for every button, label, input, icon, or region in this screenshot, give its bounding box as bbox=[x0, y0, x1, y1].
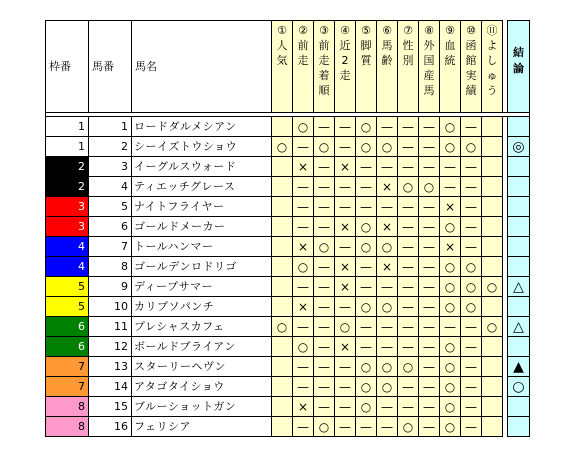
factor-4-mark: — bbox=[335, 417, 356, 437]
factor-5-mark: — bbox=[356, 317, 377, 337]
factor-6-mark: ○ bbox=[377, 237, 398, 257]
factor-3-mark: — bbox=[314, 257, 335, 277]
header-factor-number: ③ bbox=[319, 24, 329, 37]
factor-9-mark: — bbox=[440, 177, 461, 197]
factor-5-mark: — bbox=[356, 177, 377, 197]
umaban-cell: 14 bbox=[89, 377, 132, 397]
factor-6-mark: × bbox=[377, 257, 398, 277]
factor-2-mark: — bbox=[293, 197, 314, 217]
factor-11-mark: ○ bbox=[482, 277, 503, 297]
umaban-cell: 7 bbox=[89, 237, 132, 257]
factor-11-mark bbox=[482, 197, 503, 217]
factor-9-mark: ○ bbox=[440, 337, 461, 357]
factor-2-mark: — bbox=[293, 177, 314, 197]
factor-8-mark: — bbox=[419, 417, 440, 437]
factor-5-mark: — bbox=[356, 417, 377, 437]
horse-name-cell: ゴールデンロドリゴ bbox=[132, 257, 272, 277]
factor-3-mark: — bbox=[314, 337, 335, 357]
factor-11-mark bbox=[482, 177, 503, 197]
factor-8-mark: — bbox=[419, 257, 440, 277]
waku-cell: 2 bbox=[46, 157, 89, 177]
horse-name-cell: ナイトフライヤー bbox=[132, 197, 272, 217]
factor-11-mark bbox=[482, 297, 503, 317]
factor-1-mark: ○ bbox=[272, 317, 293, 337]
factor-2-mark: × bbox=[293, 397, 314, 417]
factor-10-mark: — bbox=[461, 357, 482, 377]
waku-cell: 5 bbox=[46, 277, 89, 297]
umaban-cell: 1 bbox=[89, 117, 132, 137]
factor-3-mark: ○ bbox=[314, 417, 335, 437]
waku-cell: 4 bbox=[46, 257, 89, 277]
factor-10-mark: — bbox=[461, 117, 482, 137]
factor-6-mark: ○ bbox=[377, 297, 398, 317]
factor-5-mark: ○ bbox=[356, 237, 377, 257]
factor-3-mark: — bbox=[314, 277, 335, 297]
factor-2-mark: — bbox=[293, 317, 314, 337]
factor-9-mark: × bbox=[440, 237, 461, 257]
header-factor-4 bbox=[335, 21, 356, 113]
header-factor-label: 人 気 bbox=[276, 39, 288, 67]
factor-11-mark bbox=[482, 157, 503, 177]
factor-4-mark: × bbox=[335, 257, 356, 277]
table-row bbox=[46, 257, 530, 277]
factor-6-mark: — bbox=[377, 157, 398, 177]
factor-1-mark bbox=[272, 117, 293, 137]
horse-name-cell: ディープサマー bbox=[132, 277, 272, 297]
factor-8-mark: — bbox=[419, 277, 440, 297]
factor-10-mark: ○ bbox=[461, 297, 482, 317]
factor-10-mark: — bbox=[461, 397, 482, 417]
result-mark bbox=[508, 157, 530, 177]
waku-cell: 3 bbox=[46, 217, 89, 237]
factor-7-mark: — bbox=[398, 257, 419, 277]
factor-1-mark bbox=[272, 397, 293, 417]
factor-4-mark: × bbox=[335, 157, 356, 177]
header-factor-number: ⑨ bbox=[445, 24, 455, 37]
waku-cell: 5 bbox=[46, 297, 89, 317]
table-row bbox=[46, 377, 530, 397]
waku-cell: 8 bbox=[46, 397, 89, 417]
horse-name-cell: スターリーヘヴン bbox=[132, 357, 272, 377]
factor-1-mark bbox=[272, 197, 293, 217]
factor-6-mark: — bbox=[377, 397, 398, 417]
header-factor-number: ② bbox=[298, 24, 308, 37]
factor-3-mark: — bbox=[314, 197, 335, 217]
waku-cell: 2 bbox=[46, 177, 89, 197]
waku-cell: 1 bbox=[46, 117, 89, 137]
factor-9-mark: ○ bbox=[440, 377, 461, 397]
factor-5-mark: — bbox=[356, 157, 377, 177]
header-factor-number: ⑧ bbox=[424, 24, 434, 37]
header-factor-label: 脚 質 bbox=[360, 39, 372, 67]
factor-3-mark: — bbox=[314, 397, 335, 417]
factor-9-mark: — bbox=[440, 317, 461, 337]
factor-5-mark: — bbox=[356, 257, 377, 277]
header-factor-8 bbox=[419, 21, 440, 113]
factor-8-mark: — bbox=[419, 357, 440, 377]
table-row bbox=[46, 197, 530, 217]
waku-cell: 6 bbox=[46, 317, 89, 337]
factor-4-mark: — bbox=[335, 357, 356, 377]
factor-11-mark bbox=[482, 137, 503, 157]
horse-name-cell: ボールドブライアン bbox=[132, 337, 272, 357]
horse-name-cell: ロードダルメシアン bbox=[132, 117, 272, 137]
result-mark: ▲ bbox=[508, 357, 530, 377]
factor-5-mark: ○ bbox=[356, 357, 377, 377]
factor-2-mark: × bbox=[293, 297, 314, 317]
factor-2-mark: ○ bbox=[293, 117, 314, 137]
waku-cell: 6 bbox=[46, 337, 89, 357]
factor-11-mark bbox=[482, 357, 503, 377]
header-factor-9 bbox=[440, 21, 461, 113]
factor-6-mark: — bbox=[377, 117, 398, 137]
factor-8-mark: — bbox=[419, 397, 440, 417]
header-factor-6 bbox=[377, 21, 398, 113]
horse-name-cell: ゴールドメーカー bbox=[132, 217, 272, 237]
factor-6-mark: ○ bbox=[377, 357, 398, 377]
waku-cell: 3 bbox=[46, 197, 89, 217]
header-factor-label: 馬 齢 bbox=[381, 39, 393, 67]
factor-11-mark bbox=[482, 337, 503, 357]
factor-3-mark: ○ bbox=[314, 237, 335, 257]
header-factor-2 bbox=[293, 21, 314, 113]
factor-3-mark: — bbox=[314, 157, 335, 177]
horse-name-cell: アタゴタイショウ bbox=[132, 377, 272, 397]
factor-5-mark: — bbox=[356, 277, 377, 297]
factor-11-mark bbox=[482, 377, 503, 397]
factor-4-mark: — bbox=[335, 137, 356, 157]
factor-1-mark bbox=[272, 237, 293, 257]
umaban-cell: 13 bbox=[89, 357, 132, 377]
factor-2-mark: — bbox=[293, 377, 314, 397]
factor-10-mark: — bbox=[461, 337, 482, 357]
factor-4-mark: — bbox=[335, 117, 356, 137]
header-factor-7 bbox=[398, 21, 419, 113]
factor-2-mark: — bbox=[293, 217, 314, 237]
umaban-cell: 5 bbox=[89, 197, 132, 217]
factor-5-mark: ○ bbox=[356, 297, 377, 317]
factor-2-mark: ○ bbox=[293, 257, 314, 277]
factor-7-mark: — bbox=[398, 117, 419, 137]
factor-1-mark bbox=[272, 217, 293, 237]
factor-2-mark: — bbox=[293, 277, 314, 297]
result-mark: ◎ bbox=[508, 137, 530, 157]
table-row bbox=[46, 177, 530, 197]
factor-1-mark bbox=[272, 177, 293, 197]
header-factor-5 bbox=[356, 21, 377, 113]
umaban-cell: 15 bbox=[89, 397, 132, 417]
factor-3-mark: — bbox=[314, 377, 335, 397]
horse-name-cell: フェリシア bbox=[132, 417, 272, 437]
factor-1-mark bbox=[272, 337, 293, 357]
result-mark bbox=[508, 337, 530, 357]
factor-7-mark: — bbox=[398, 157, 419, 177]
factor-9-mark: ○ bbox=[440, 137, 461, 157]
factor-2-mark: — bbox=[293, 417, 314, 437]
factor-8-mark: — bbox=[419, 297, 440, 317]
factor-7-mark: ○ bbox=[398, 417, 419, 437]
table-row bbox=[46, 297, 530, 317]
header-waku: 枠番 bbox=[46, 21, 89, 113]
factor-4-mark: — bbox=[335, 177, 356, 197]
factor-9-mark: ○ bbox=[440, 277, 461, 297]
factor-9-mark: ○ bbox=[440, 217, 461, 237]
factor-11-mark bbox=[482, 237, 503, 257]
factor-10-mark: — bbox=[461, 157, 482, 177]
table-row bbox=[46, 237, 530, 257]
horse-name-cell: トールハンマー bbox=[132, 237, 272, 257]
table-row bbox=[46, 277, 530, 297]
factor-7-mark: — bbox=[398, 237, 419, 257]
factor-9-mark: ○ bbox=[440, 257, 461, 277]
header-factor-1 bbox=[272, 21, 293, 113]
factor-7-mark: — bbox=[398, 297, 419, 317]
factor-8-mark: — bbox=[419, 157, 440, 177]
factor-3-mark: ○ bbox=[314, 137, 335, 157]
result-mark: △ bbox=[508, 277, 530, 297]
factor-10-mark: — bbox=[461, 317, 482, 337]
factor-9-mark: ○ bbox=[440, 297, 461, 317]
factor-6-mark: — bbox=[377, 317, 398, 337]
factor-5-mark: ○ bbox=[356, 217, 377, 237]
factor-9-mark: ○ bbox=[440, 417, 461, 437]
factor-11-mark bbox=[482, 417, 503, 437]
factor-6-mark: — bbox=[377, 197, 398, 217]
umaban-cell: 11 bbox=[89, 317, 132, 337]
factor-2-mark: × bbox=[293, 237, 314, 257]
result-mark bbox=[508, 197, 530, 217]
factor-7-mark: — bbox=[398, 197, 419, 217]
table-row bbox=[46, 397, 530, 417]
factor-7-mark: — bbox=[398, 217, 419, 237]
factor-1-mark bbox=[272, 377, 293, 397]
factor-8-mark: — bbox=[419, 117, 440, 137]
factor-1-mark: ○ bbox=[272, 137, 293, 157]
factor-8-mark: — bbox=[419, 197, 440, 217]
waku-cell: 7 bbox=[46, 357, 89, 377]
horse-name-cell: シーイズトウショウ bbox=[132, 137, 272, 157]
factor-6-mark: × bbox=[377, 217, 398, 237]
header-factor-label: 性 別 bbox=[402, 39, 414, 67]
horse-name-cell: ブルーショットガン bbox=[132, 397, 272, 417]
waku-cell: 7 bbox=[46, 377, 89, 397]
waku-cell: 4 bbox=[46, 237, 89, 257]
result-mark bbox=[508, 417, 530, 437]
result-mark bbox=[508, 177, 530, 197]
factor-9-mark: ○ bbox=[440, 357, 461, 377]
header-factor-10 bbox=[461, 21, 482, 113]
header-factor-number: ⑩ bbox=[466, 24, 476, 37]
umaban-cell: 16 bbox=[89, 417, 132, 437]
factor-6-mark: × bbox=[377, 177, 398, 197]
factor-10-mark: ○ bbox=[461, 137, 482, 157]
umaban-cell: 12 bbox=[89, 337, 132, 357]
table-row bbox=[46, 217, 530, 237]
factor-2-mark: ○ bbox=[293, 337, 314, 357]
table-row bbox=[46, 357, 530, 377]
table-row bbox=[46, 117, 530, 137]
result-mark bbox=[508, 397, 530, 417]
factor-9-mark: ○ bbox=[440, 397, 461, 417]
header-factor-label: 近 2 走 bbox=[339, 39, 351, 82]
waku-cell: 1 bbox=[46, 137, 89, 157]
factor-7-mark: — bbox=[398, 277, 419, 297]
factor-6-mark: — bbox=[377, 417, 398, 437]
result-mark bbox=[508, 297, 530, 317]
header-factor-label: よ し ゅ う bbox=[486, 39, 498, 97]
result-mark: △ bbox=[508, 317, 530, 337]
factor-11-mark bbox=[482, 217, 503, 237]
factor-5-mark: ○ bbox=[356, 117, 377, 137]
factor-5-mark: ○ bbox=[356, 397, 377, 417]
header-factor-label: 前 走 着 順 bbox=[318, 39, 330, 97]
factor-1-mark bbox=[272, 297, 293, 317]
factor-10-mark: — bbox=[461, 197, 482, 217]
factor-11-mark: ○ bbox=[482, 317, 503, 337]
factor-1-mark bbox=[272, 417, 293, 437]
factor-10-mark: — bbox=[461, 217, 482, 237]
factor-10-mark: — bbox=[461, 417, 482, 437]
factor-7-mark: — bbox=[398, 377, 419, 397]
umaban-cell: 3 bbox=[89, 157, 132, 177]
factor-1-mark bbox=[272, 277, 293, 297]
factor-3-mark: — bbox=[314, 357, 335, 377]
factor-7-mark: — bbox=[398, 137, 419, 157]
horse-name-cell: プレシャスカフェ bbox=[132, 317, 272, 337]
factor-11-mark bbox=[482, 257, 503, 277]
factor-3-mark: — bbox=[314, 217, 335, 237]
result-mark bbox=[508, 257, 530, 277]
result-mark bbox=[508, 217, 530, 237]
header-factor-label: 外 国 産 馬 bbox=[423, 39, 435, 97]
factor-10-mark: — bbox=[461, 377, 482, 397]
header-row bbox=[46, 21, 530, 113]
table-row bbox=[46, 157, 530, 177]
table-row bbox=[46, 317, 530, 337]
factor-7-mark: — bbox=[398, 397, 419, 417]
factor-8-mark: — bbox=[419, 217, 440, 237]
factor-6-mark: ○ bbox=[377, 137, 398, 157]
horse-name-cell: カリプソパンチ bbox=[132, 297, 272, 317]
factor-8-mark: — bbox=[419, 337, 440, 357]
factor-4-mark: — bbox=[335, 377, 356, 397]
header-factor-label: 函 館 実 績 bbox=[465, 39, 477, 97]
factor-10-mark: — bbox=[461, 177, 482, 197]
factor-4-mark: — bbox=[335, 197, 356, 217]
header-factor-number: ⑪ bbox=[486, 24, 498, 37]
result-mark: ○ bbox=[508, 377, 530, 397]
factor-8-mark: ○ bbox=[419, 177, 440, 197]
header-factor-number: ⑦ bbox=[403, 24, 413, 37]
result-mark bbox=[508, 237, 530, 257]
factor-4-mark: × bbox=[335, 277, 356, 297]
factor-5-mark: — bbox=[356, 197, 377, 217]
header-factor-number: ④ bbox=[340, 24, 350, 37]
horse-analysis-table bbox=[45, 20, 530, 437]
factor-11-mark bbox=[482, 117, 503, 137]
umaban-cell: 10 bbox=[89, 297, 132, 317]
header-factor-number: ⑥ bbox=[382, 24, 392, 37]
header-factor-3 bbox=[314, 21, 335, 113]
factor-3-mark: — bbox=[314, 297, 335, 317]
factor-5-mark: ○ bbox=[356, 377, 377, 397]
factor-6-mark: ○ bbox=[377, 377, 398, 397]
factor-8-mark: — bbox=[419, 137, 440, 157]
factor-8-mark: — bbox=[419, 317, 440, 337]
factor-7-mark: ○ bbox=[398, 177, 419, 197]
umaban-cell: 6 bbox=[89, 217, 132, 237]
factor-2-mark: — bbox=[293, 357, 314, 377]
factor-7-mark: — bbox=[398, 337, 419, 357]
header-factor-number: ① bbox=[277, 24, 287, 37]
factor-4-mark: ○ bbox=[335, 317, 356, 337]
factor-7-mark: — bbox=[398, 317, 419, 337]
factor-4-mark: — bbox=[335, 397, 356, 417]
factor-8-mark: — bbox=[419, 237, 440, 257]
factor-1-mark bbox=[272, 357, 293, 377]
result-mark bbox=[508, 117, 530, 137]
factor-3-mark: — bbox=[314, 117, 335, 137]
factor-2-mark: — bbox=[293, 137, 314, 157]
factor-6-mark: — bbox=[377, 277, 398, 297]
factor-4-mark: — bbox=[335, 237, 356, 257]
factor-11-mark bbox=[482, 397, 503, 417]
umaban-cell: 8 bbox=[89, 257, 132, 277]
factor-10-mark: ○ bbox=[461, 277, 482, 297]
factor-10-mark: ○ bbox=[461, 257, 482, 277]
table-row bbox=[46, 137, 530, 157]
factor-1-mark bbox=[272, 257, 293, 277]
factor-4-mark: × bbox=[335, 217, 356, 237]
table-row bbox=[46, 417, 530, 437]
factor-9-mark: × bbox=[440, 197, 461, 217]
factor-2-mark: × bbox=[293, 157, 314, 177]
factor-10-mark: — bbox=[461, 237, 482, 257]
header-factor-11 bbox=[482, 21, 503, 113]
factor-6-mark: — bbox=[377, 337, 398, 357]
umaban-cell: 4 bbox=[89, 177, 132, 197]
table-row bbox=[46, 337, 530, 357]
factor-5-mark: ○ bbox=[356, 137, 377, 157]
header-factor-number: ⑤ bbox=[361, 24, 371, 37]
horse-name-cell: イーグルスウォード bbox=[132, 157, 272, 177]
factor-4-mark: — bbox=[335, 297, 356, 317]
factor-4-mark: × bbox=[335, 337, 356, 357]
header-name: 馬名 bbox=[132, 21, 272, 113]
factor-7-mark: ○ bbox=[398, 357, 419, 377]
factor-3-mark: — bbox=[314, 177, 335, 197]
factor-9-mark: ○ bbox=[440, 117, 461, 137]
factor-3-mark: — bbox=[314, 317, 335, 337]
horse-name-cell: ティエッチグレース bbox=[132, 177, 272, 197]
waku-cell: 8 bbox=[46, 417, 89, 437]
umaban-cell: 2 bbox=[89, 137, 132, 157]
factor-1-mark bbox=[272, 157, 293, 177]
header-factor-label: 血 統 bbox=[444, 39, 456, 67]
header-result: 結 論 bbox=[508, 21, 530, 113]
header-factor-label: 前 走 bbox=[297, 39, 309, 67]
header-umaban: 馬番 bbox=[89, 21, 132, 113]
factor-8-mark: — bbox=[419, 377, 440, 397]
umaban-cell: 9 bbox=[89, 277, 132, 297]
factor-9-mark: — bbox=[440, 157, 461, 177]
factor-5-mark: — bbox=[356, 337, 377, 357]
